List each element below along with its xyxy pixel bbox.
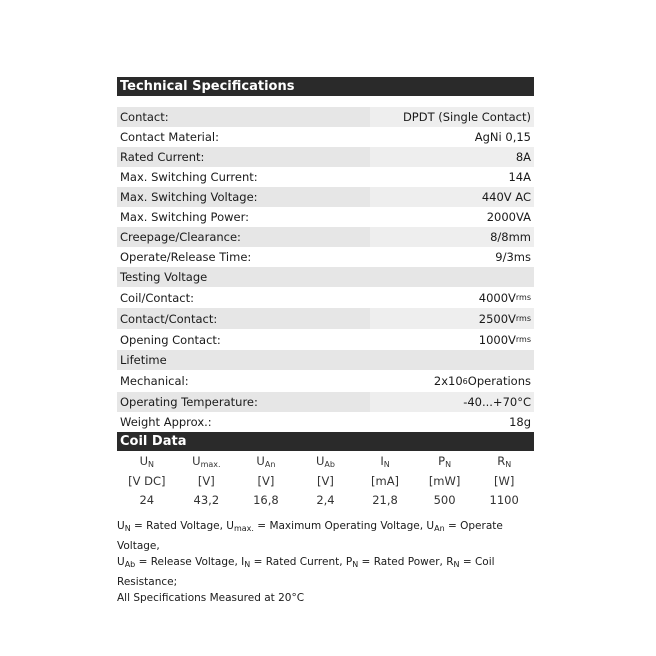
spec-row	[117, 167, 534, 187]
spec-value-text: 2x10	[433, 374, 463, 388]
spec-value	[370, 107, 534, 127]
coil-value: 21,8	[372, 492, 398, 507]
coil-symbol-main: U	[139, 453, 148, 468]
note-text: = Rated Voltage, U	[130, 520, 234, 532]
technical-specifications-header: Technical Specifications	[117, 77, 534, 96]
spec-value-text: 8/8mm	[490, 230, 531, 244]
spec-value	[370, 329, 534, 350]
note-text: = Rated Current, P	[250, 556, 353, 568]
coil-symbol-sub: max.	[200, 459, 221, 469]
spec-value	[370, 267, 534, 287]
coil-symbol-sub: N	[505, 459, 512, 469]
spec-row	[117, 287, 534, 308]
spec-value	[370, 147, 534, 167]
spec-label: Rated Current:	[120, 150, 205, 164]
spec-value-text: 18g	[509, 415, 531, 429]
coil-symbol-main: I	[380, 453, 384, 468]
spec-value-text: 9/3ms	[495, 250, 531, 264]
note-text: = Maximum Operating Voltage, U	[253, 520, 435, 532]
spec-value	[370, 127, 534, 147]
spec-row	[117, 392, 534, 412]
note-text: U	[117, 556, 125, 568]
coil-symbol	[415, 451, 475, 471]
spec-label: Mechanical:	[120, 374, 189, 388]
coil-value: 500	[433, 492, 456, 507]
spec-value-sub: rms	[515, 335, 531, 344]
spec-row	[117, 187, 534, 207]
coil-value: 1100	[489, 492, 519, 507]
spec-value-text: 4000V	[478, 290, 516, 305]
coil-unit: [mW]	[428, 473, 461, 488]
coil-symbol	[177, 451, 237, 471]
spec-value-sub: rms	[515, 314, 531, 323]
spec-value-text: 2000VA	[486, 210, 531, 224]
coil-symbols-row	[117, 451, 534, 471]
coil-unit: [V]	[197, 473, 215, 488]
spec-row	[117, 308, 534, 329]
coil-symbol-main: U	[192, 453, 201, 468]
spec-table	[117, 107, 534, 432]
spec-value	[370, 167, 534, 187]
spec-value-sub: rms	[515, 293, 531, 302]
spec-value	[370, 247, 534, 267]
spec-value-text: 440V AC	[481, 190, 531, 204]
coil-symbol	[296, 451, 356, 471]
coil-unit: [V]	[317, 473, 334, 488]
coil-symbol	[474, 451, 534, 471]
spec-row	[117, 412, 534, 432]
note-sub: An	[434, 524, 445, 533]
spec-value	[370, 350, 534, 370]
note-text: U	[117, 520, 125, 532]
notes-line-3: All Specifications Measured at 20°C	[117, 592, 305, 604]
note-text: = Rated Power, R	[358, 556, 454, 568]
coil-unit: [W]	[494, 473, 515, 488]
spec-label: Contact/Contact:	[120, 311, 218, 326]
coil-unit: [V]	[257, 473, 275, 488]
coil-symbol-sub: N	[148, 459, 154, 469]
spec-value	[370, 392, 534, 412]
spec-row	[117, 227, 534, 247]
spec-label: Creepage/Clearance:	[120, 230, 241, 244]
coil-symbol-main: R	[497, 453, 506, 468]
spec-label: Operate/Release Time:	[120, 250, 252, 264]
spec-row	[117, 267, 534, 287]
spec-value-text: 14A	[508, 170, 531, 184]
spec-label: Lifetime	[120, 353, 167, 367]
coil-value: 24	[139, 492, 155, 507]
note-sub: N	[352, 560, 359, 569]
coil-legend-notes	[117, 518, 534, 607]
spec-row	[117, 207, 534, 227]
spec-row	[117, 370, 534, 392]
coil-symbol-main: U	[315, 453, 325, 468]
spec-value	[370, 412, 534, 432]
spec-value-text: -40...+70°C	[463, 395, 531, 409]
spec-value-text: 8A	[515, 150, 531, 164]
spec-value	[370, 287, 534, 308]
coil-symbol-sub: Ab	[324, 459, 335, 469]
spec-value	[370, 207, 534, 227]
coil-value: 16,8	[253, 492, 279, 507]
coil-symbol-sub: An	[264, 459, 276, 469]
spec-label: Opening Contact:	[120, 332, 221, 347]
spec-row	[117, 147, 534, 167]
spec-label: Weight Approx.:	[120, 415, 212, 429]
spec-value-sup: 6	[462, 376, 468, 386]
note-text: = Operate Voltage,	[117, 520, 503, 552]
coil-symbol-sub: N	[383, 459, 390, 469]
note-sub: N	[244, 560, 251, 569]
spec-label: Max. Switching Current:	[120, 170, 258, 184]
spec-label: Max. Switching Power:	[120, 210, 249, 224]
spacer	[117, 96, 534, 107]
note-text: = Coil Resistance;	[117, 556, 495, 588]
spec-value-text: 2500V	[478, 311, 516, 326]
spec-value	[370, 370, 534, 392]
coil-data-header: Coil Data	[117, 432, 534, 451]
spec-row	[117, 127, 534, 147]
coil-unit: [mA]	[371, 473, 400, 488]
note-sub: max.	[233, 524, 254, 533]
spec-value-text: 1000V	[478, 332, 516, 347]
spec-label: Max. Switching Voltage:	[120, 190, 258, 204]
spec-row	[117, 350, 534, 370]
spec-row	[117, 329, 534, 350]
note-sub: N	[453, 560, 460, 569]
coil-table	[117, 451, 534, 509]
spec-value-text: DPDT (Single Contact)	[402, 110, 531, 124]
notes-line-2	[117, 554, 534, 590]
coil-unit: [V DC]	[128, 473, 166, 488]
coil-values-row	[117, 490, 534, 509]
spec-label: Testing Voltage	[120, 270, 208, 284]
datasheet	[117, 77, 534, 607]
coil-symbol	[236, 451, 296, 471]
spec-value	[370, 227, 534, 247]
spec-row	[117, 107, 534, 127]
coil-value: 43,2	[193, 492, 220, 507]
coil-units-row	[117, 471, 534, 490]
coil-symbol-sub: N	[445, 459, 452, 469]
coil-value: 2,4	[316, 492, 335, 507]
note-text: = Release Voltage, I	[135, 556, 245, 568]
coil-symbol-main: P	[438, 453, 446, 468]
spec-value	[370, 187, 534, 207]
spec-row	[117, 247, 534, 267]
coil-symbol	[355, 451, 415, 471]
notes-line-1	[117, 518, 534, 554]
spec-value-text: AgNi 0,15	[474, 130, 531, 144]
spec-label: Contact Material:	[120, 130, 219, 144]
note-sub: Ab	[124, 560, 136, 569]
spec-value-suffix: Operations	[467, 374, 531, 388]
spec-label: Operating Temperature:	[120, 395, 258, 409]
coil-symbol-main: U	[256, 453, 265, 468]
spec-label: Coil/Contact:	[120, 290, 194, 305]
spec-value	[370, 308, 534, 329]
spec-label: Contact:	[120, 110, 169, 124]
coil-symbol	[117, 451, 177, 471]
note-sub: N	[124, 524, 131, 533]
